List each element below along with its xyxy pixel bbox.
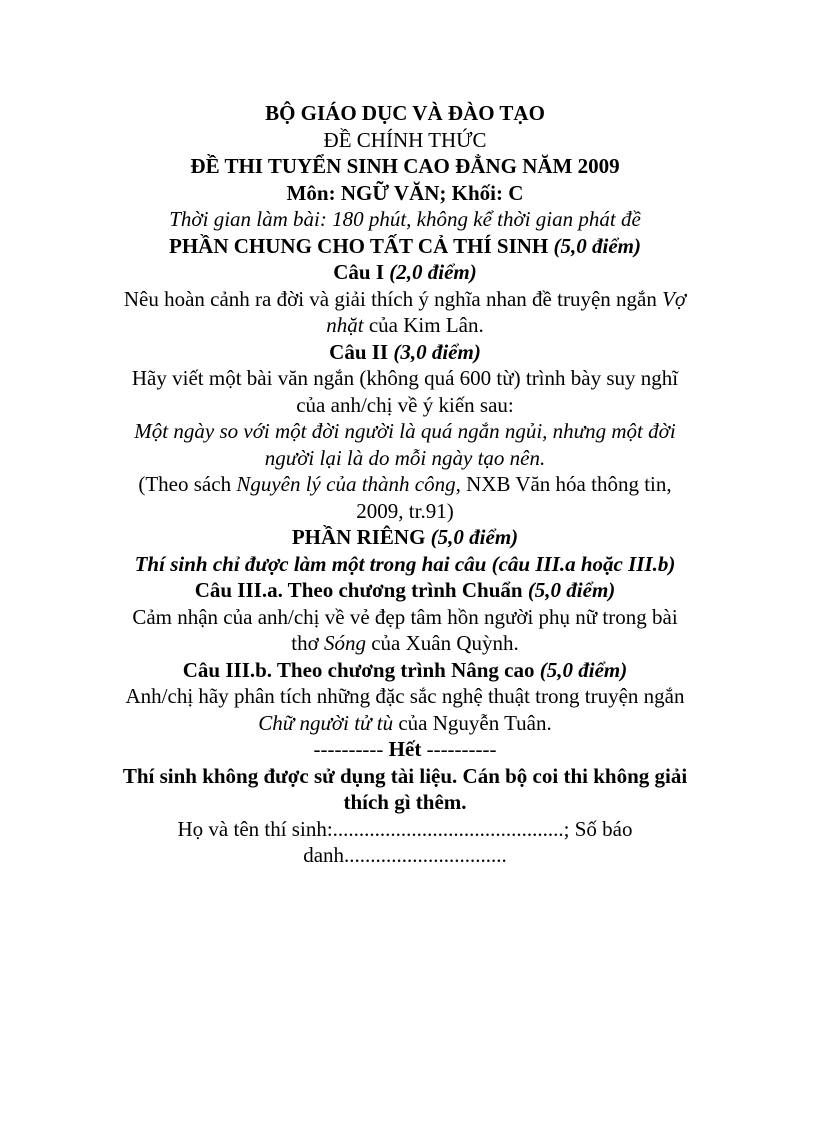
question-2-label: Câu II xyxy=(329,339,394,364)
question-3a-points: (5,0 điểm) xyxy=(527,578,616,602)
source-publisher: , NXB Văn hóa thông tin, xyxy=(455,472,672,496)
common-heading-points: (5,0 điểm) xyxy=(553,233,641,258)
source-book: Nguyên lý của thành công xyxy=(236,472,456,496)
question-3b-work: Chữ người tử tù xyxy=(258,710,394,735)
question-1-text-a: Nêu hoàn cảnh ra đời và giải thích ý nghĩa nhan đề truyện ngắn xyxy=(123,286,663,311)
footer-note-line-2: thích gì thêm. xyxy=(343,790,467,814)
question-1-text-b: của Kim Lân. xyxy=(363,313,484,337)
question-3b-points: (5,0 điểm) xyxy=(539,657,628,682)
question-3b-label: Câu III.b. Theo chương trình Nâng cao xyxy=(182,657,540,682)
common-heading-text: PHẦN CHUNG CHO TẤT CẢ THÍ SINH xyxy=(169,233,554,258)
question-1-points: (2,0 điểm) xyxy=(389,260,477,284)
question-3b-text-line-2 xyxy=(100,710,710,737)
question-1-text-line-1 xyxy=(100,286,710,313)
candidate-name-line: Họ và tên thí sinh:............................................; Số báo xyxy=(177,816,633,841)
question-2-points: (3,0 điểm) xyxy=(393,339,481,364)
question-3a-text-post: của Xuân Quỳnh. xyxy=(365,631,519,655)
question-2-text-line-1: Hãy viết một bài văn ngắn (không quá 600 từ) trình bày suy nghĩ xyxy=(131,366,679,390)
question-3b-heading xyxy=(100,657,710,684)
exam-document xyxy=(100,100,710,869)
separate-section-heading xyxy=(100,524,710,551)
question-2-text-line-2: của anh/chị về ý kiến sau: xyxy=(296,392,514,417)
subject-line: Môn: NGỮ VĂN; Khối: C xyxy=(286,180,524,205)
question-1-work-a: Vợ xyxy=(662,286,687,311)
question-3a-text-pre: thơ xyxy=(291,631,324,655)
question-1-heading xyxy=(100,259,710,286)
candidate-number-line: danh............................... xyxy=(303,843,507,867)
question-3a-text-line-1: Cảm nhận của anh/chị về vẻ đẹp tâm hồn người phụ nữ trong bài xyxy=(132,604,678,629)
separate-heading-text: PHẦN RIÊNG xyxy=(291,525,431,549)
official-label: ĐỀ CHÍNH THỨC xyxy=(323,127,487,152)
question-3a-label: Câu III.a. Theo chương trình Chuẩn xyxy=(194,578,528,602)
question-1-label: Câu I xyxy=(333,260,390,284)
separate-instruction: Thí sinh chỉ được làm một trong hai câu (câu III.a hoặc III.b) xyxy=(134,551,676,576)
question-3a-heading xyxy=(100,577,710,604)
separate-heading-points: (5,0 điểm) xyxy=(430,525,519,549)
end-word: Hết xyxy=(388,737,422,761)
question-1-work-b: nhặt xyxy=(326,313,364,337)
question-3a-text-line-2 xyxy=(100,630,710,657)
question-1-text-line-2 xyxy=(100,312,710,339)
question-2-heading xyxy=(100,339,710,366)
end-dashes-right: ---------- xyxy=(421,737,497,761)
end-dashes-left: ---------- xyxy=(313,737,389,761)
question-3a-work: Sóng xyxy=(323,631,366,655)
footer-note-line-1: Thí sinh không được sử dụng tài liệu. Cán bộ coi thi không giải xyxy=(122,763,688,788)
question-2-quote-line-1: Một ngày so với một đời người là quá ngắn ngủi, nhưng một đời xyxy=(134,419,676,443)
source-prefix: (Theo sách xyxy=(138,472,237,496)
exam-title: ĐỀ THI TUYỂN SINH CAO ĐẲNG NĂM 2009 xyxy=(190,154,620,178)
question-2-quote-line-2: người lại là do mỗi ngày tạo nên. xyxy=(264,445,546,470)
time-line: Thời gian làm bài: 180 phút, không kể thời gian phát đề xyxy=(169,207,641,231)
end-marker xyxy=(100,736,710,763)
question-3b-text-line-1: Anh/chị hãy phân tích những đặc sắc nghệ thuật trong truyện ngắn xyxy=(125,684,685,708)
question-2-source-line-1 xyxy=(100,471,710,498)
ministry-heading: BỘ GIÁO DỤC VÀ ĐÀO TẠO xyxy=(265,101,545,125)
question-3b-text-post: của Nguyễn Tuân. xyxy=(393,710,552,735)
question-2-source-line-2: 2009, tr.91) xyxy=(356,498,454,523)
common-section-heading xyxy=(100,233,710,260)
